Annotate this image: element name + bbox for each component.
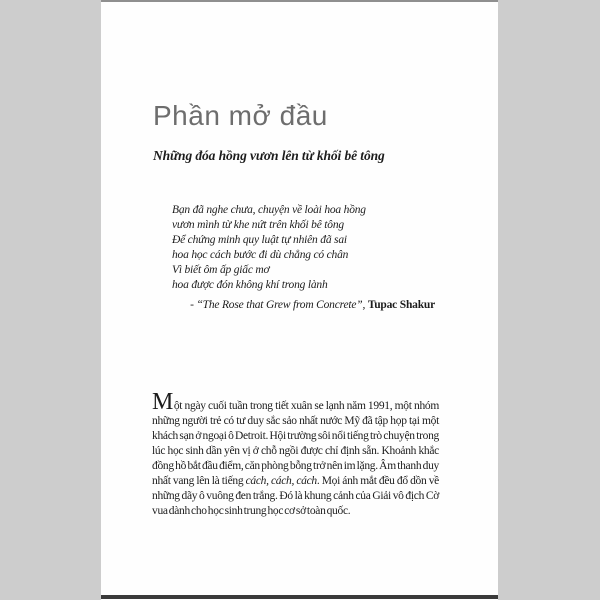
- body-text-run-2: . Mọi ánh mắt đều đổ dồn về những dãy ô vuông đen trắng. Đó là khung cảnh của Giải vô địch Cờ vua dành cho học sinh trung học cơ sở toàn quốc.: [152, 475, 439, 517]
- page-bottom-edge: [101, 595, 498, 599]
- poem-line: hoa được đón không khí trong lành: [172, 279, 328, 291]
- poem-author: Tupac Shakur: [367, 299, 435, 311]
- body-italic-phrase: cách, cách, cách: [245, 475, 317, 487]
- poem-line: hoa học cách bước đi dù chẳng có chân: [172, 249, 349, 261]
- page-top-edge: [101, 0, 498, 2]
- poem-line: Để chứng minh quy luật tự nhiên đã sai: [172, 234, 347, 246]
- poem-line: vươn mình từ khe nứt trên khối bê tông: [172, 219, 344, 231]
- poem-block: [172, 203, 366, 293]
- raised-initial-letter: M: [152, 389, 174, 415]
- body-paragraph: [152, 389, 439, 519]
- poem-attribution: [153, 298, 439, 313]
- chapter-title: Phần mở đầu: [153, 100, 328, 131]
- chapter-subtitle: Những đóa hồng vươn lên từ khối bê tông: [153, 148, 385, 163]
- book-page: [101, 0, 498, 600]
- poem-line: Bạn đã nghe chưa, chuyện về loài hoa hồng: [172, 204, 366, 216]
- poem-line: Vì biết ôm ấp giấc mơ: [172, 264, 270, 276]
- poem-source-title: - “The Rose that Grew from Concrete”,: [190, 299, 368, 311]
- body-text-run-1: ột ngày cuối tuần trong tiết xuân se lạnh năm 1991, một nhóm những người trẻ có tư duy sắc sảo nhất nước Mỹ đã tập họp tại một khách sạn ở ngoại ô Detroit. Hội trường sôi nổi tiếng trò chuyện trong lúc học sinh dần yên vị ở chỗ ngồi được chỉ định sẵn. Khoảnh khắc đồng hồ bắt đầu điểm, căn phòng bỗng trở nên im lặng. Âm thanh duy nhất vang lên là tiếng: [152, 400, 439, 487]
